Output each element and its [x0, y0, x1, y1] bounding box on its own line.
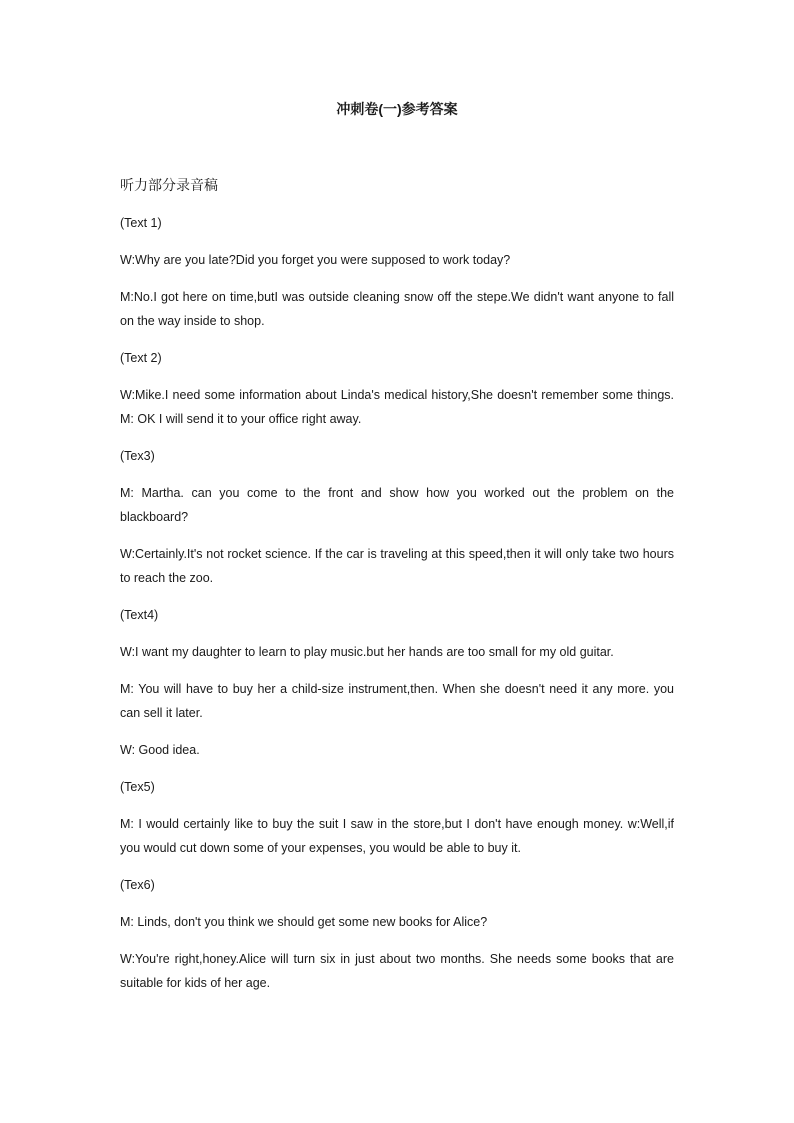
dialogue-line: M: Martha. can you come to the front and show how you worked out the problem on the blackboard? — [120, 486, 674, 524]
dialogue-line: W:Why are you late?Did you forget you were supposed to work today? — [120, 253, 511, 267]
text-label: (Text 2) — [120, 351, 162, 365]
section-heading: 听力部分录音稿 — [120, 177, 218, 193]
text-label: (Tex6) — [120, 878, 155, 892]
text-label: (Tex5) — [120, 780, 155, 794]
text-label: (Tex3) — [120, 449, 155, 463]
page-title: 冲刺卷(一)参考答案 — [336, 101, 458, 117]
dialogue-line: M: You will have to buy her a child-size instrument,then. When she doesn't need it any more. you can sell it later. — [120, 682, 674, 720]
text-label: (Text 1) — [120, 216, 162, 230]
dialogue-line: W:You're right,honey.Alice will turn six in just about two months. She needs some books that are suitable for kids of her age. — [120, 952, 674, 990]
dialogue-line: W:I want my daughter to learn to play music.but her hands are too small for my old guitar. — [120, 645, 614, 659]
dialogue-line: M: Linds, don't you think we should get some new books for Alice? — [120, 915, 488, 929]
dialogue-line: M: I would certainly like to buy the suit I saw in the store,but I don't have enough money. w:Well,if you would cut down some of your expenses, you would be able to buy it. — [120, 817, 674, 855]
text-label: (Text4) — [120, 608, 159, 622]
dialogue-line: W:Certainly.It's not rocket science. If the car is traveling at this speed,then it will only take two hours to reach the zoo. — [120, 547, 674, 585]
dialogue-line: M:No.I got here on time,butI was outside cleaning snow off the stepe.We didn't want anyone to fall on the way inside to shop. — [120, 290, 674, 328]
dialogue-line: W: Good idea. — [120, 743, 200, 757]
transcript-body — [120, 211, 674, 1008]
dialogue-line: W:Mike.I need some information about Linda's medical history,She doesn't remember some things. M: OK I will send it to your office right away. — [120, 388, 674, 426]
